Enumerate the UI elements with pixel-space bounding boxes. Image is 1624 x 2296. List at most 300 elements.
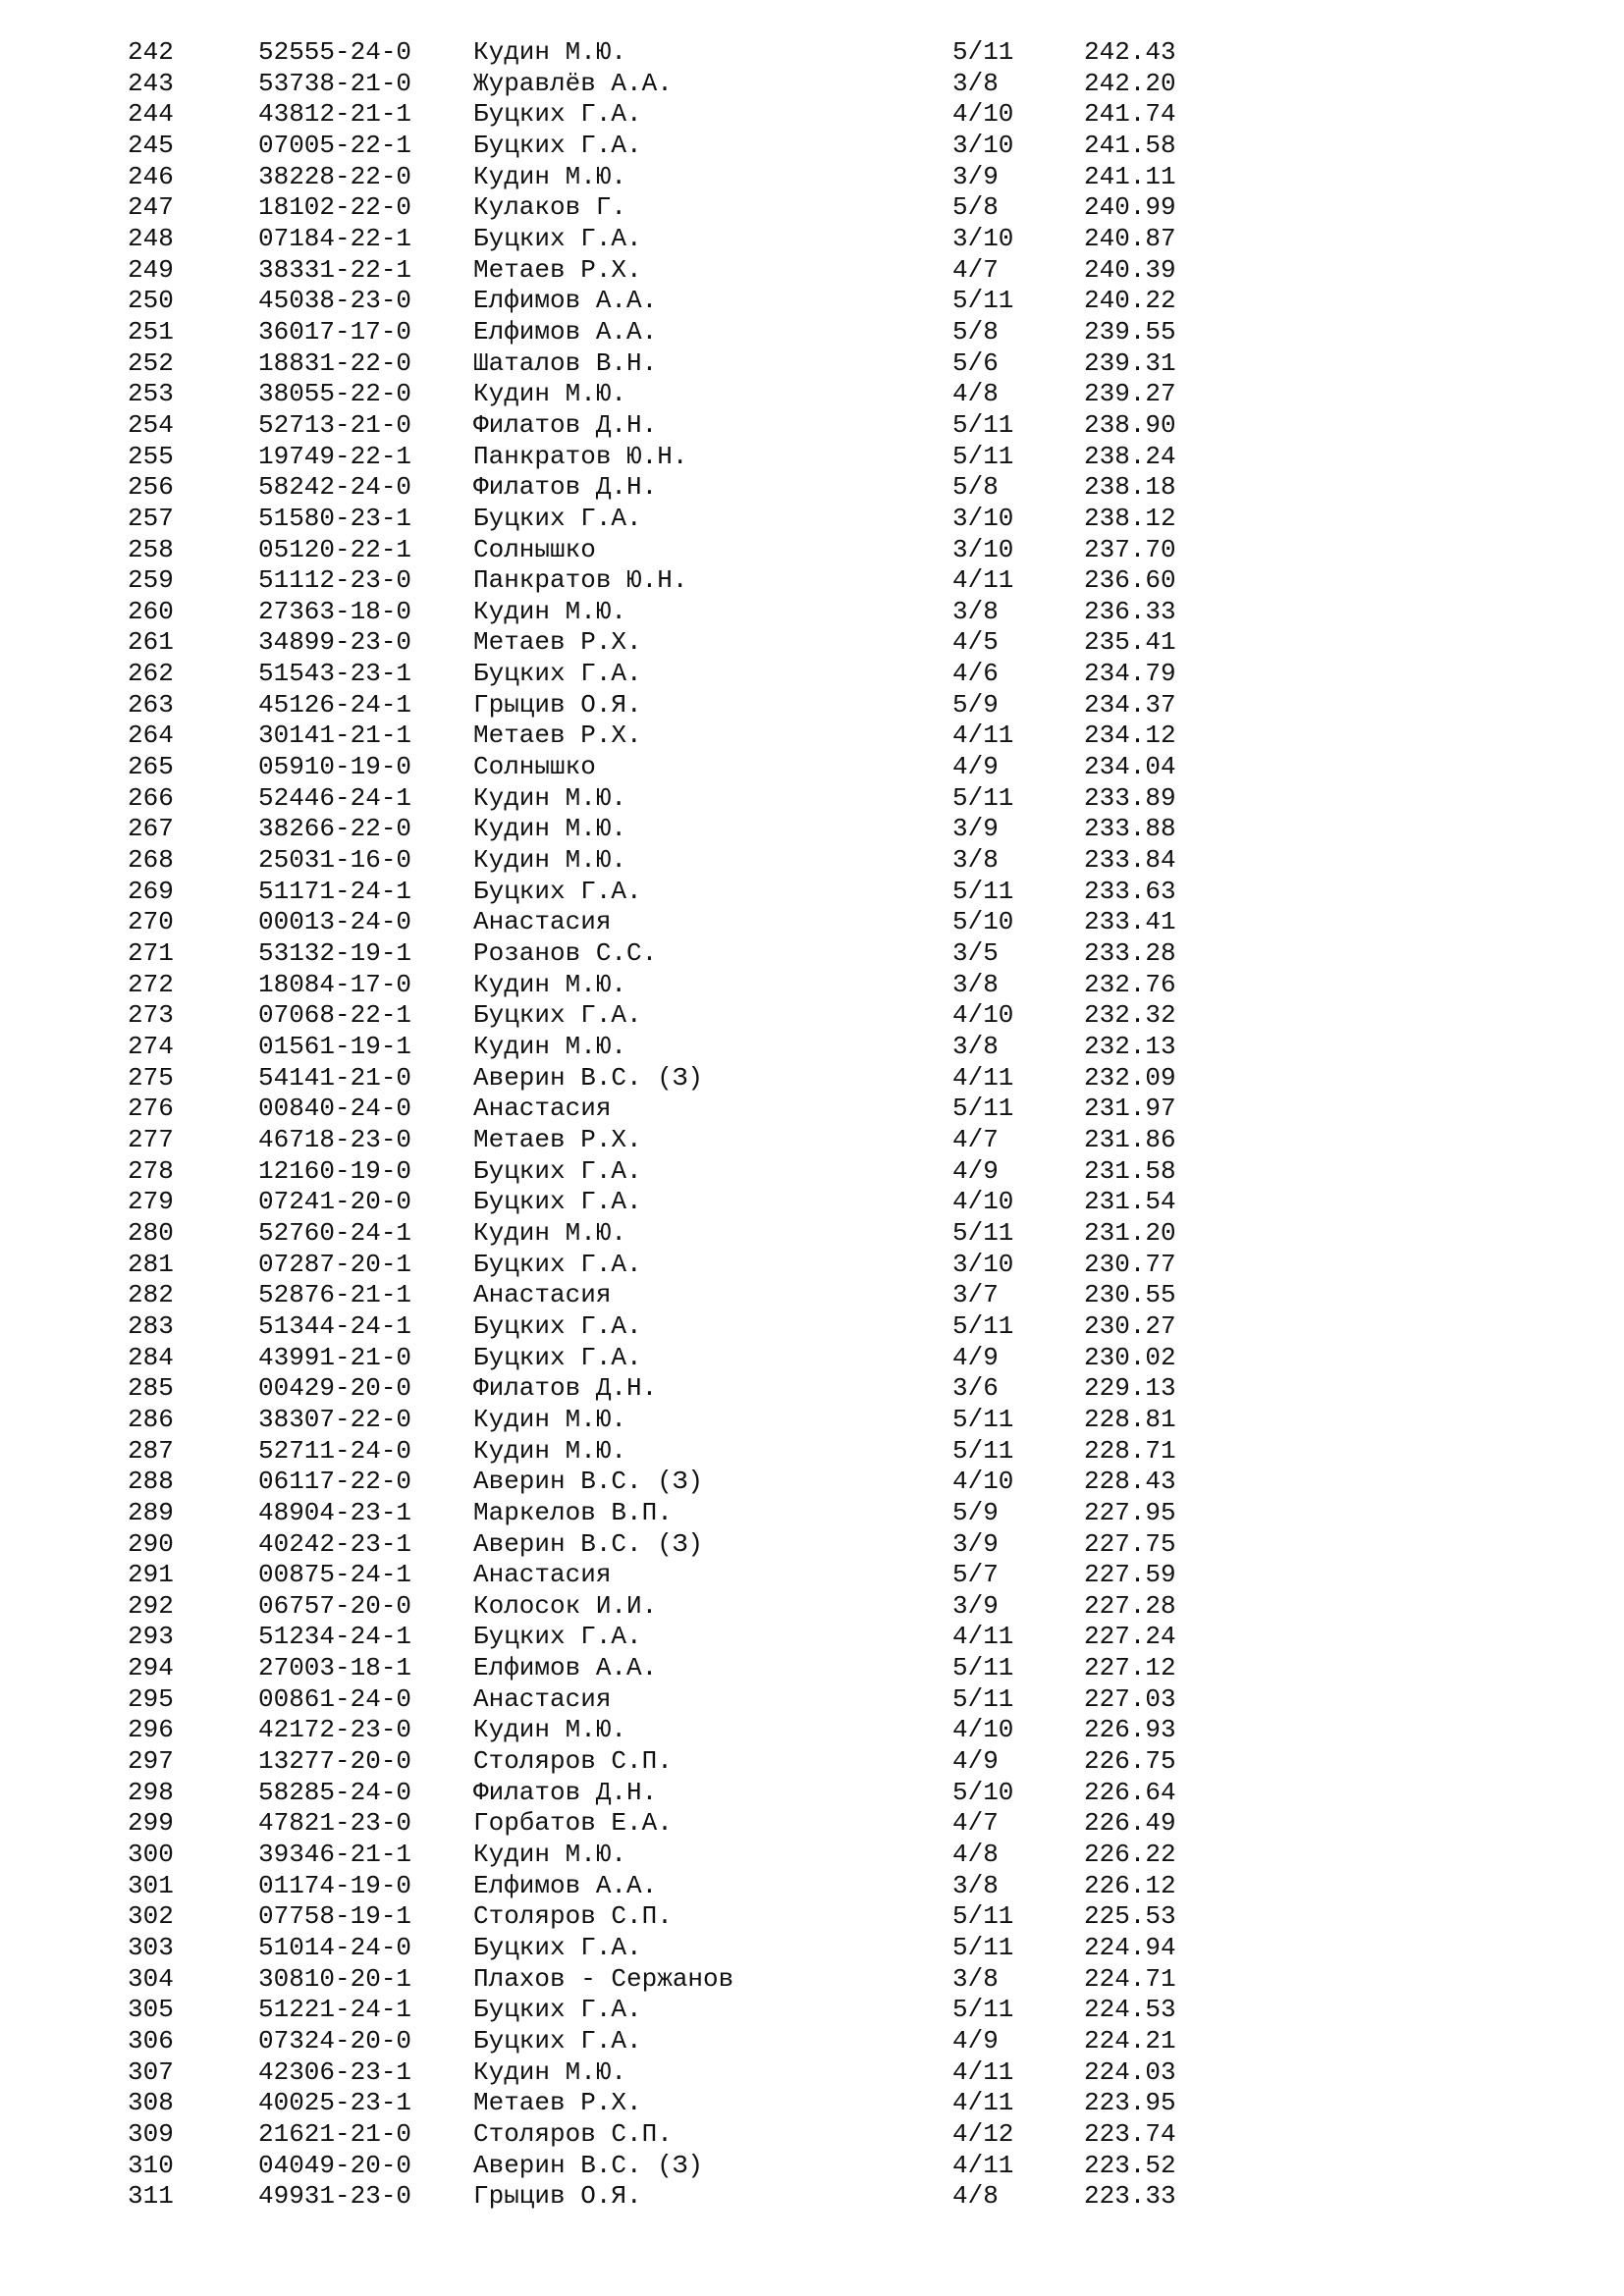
id-cell: 48904-23-1 [258,1497,412,1527]
fraction-cell: 5/10 [952,1777,1014,1807]
rank-cell: 249 [128,254,174,285]
score-cell: 224.03 [1084,2056,1176,2087]
score-cell: 232.32 [1084,1000,1176,1031]
list-item [0,627,1624,659]
score-cell: 233.88 [1084,814,1176,844]
list-item [0,814,1624,845]
rank-cell: 299 [128,1808,174,1839]
list-item [0,2026,1624,2057]
fraction-cell: 5/11 [952,782,1014,813]
score-cell: 238.90 [1084,409,1176,440]
fraction-cell: 5/11 [952,1901,1014,1932]
score-cell: 240.22 [1084,286,1176,316]
list-item [0,1995,1624,2026]
name-cell: Маркелов В.П. [473,1497,673,1527]
list-item [0,192,1624,224]
id-cell: 49931-23-0 [258,2181,412,2212]
name-cell: Метаев Р.Х. [473,721,642,751]
rank-cell: 262 [128,659,174,689]
name-cell: Буцких Г.А. [473,1155,642,1186]
name-cell: Филатов Д.Н. [473,1777,658,1807]
list-item [0,565,1624,597]
score-cell: 238.18 [1084,472,1176,503]
fraction-cell: 4/6 [952,659,999,689]
list-item [0,1373,1624,1405]
id-cell: 30810-20-1 [258,1963,412,1994]
fraction-cell: 4/8 [952,379,999,409]
score-cell: 231.86 [1084,1124,1176,1154]
list-item [0,224,1624,255]
score-cell: 228.71 [1084,1435,1176,1466]
fraction-cell: 3/10 [952,503,1014,533]
list-item [0,1218,1624,1250]
id-cell: 40242-23-1 [258,1528,412,1559]
score-cell: 238.24 [1084,441,1176,471]
fraction-cell: 4/9 [952,2026,999,2056]
name-cell: Метаев Р.Х. [473,254,642,285]
id-cell: 07324-20-0 [258,2026,412,2056]
fraction-cell: 4/9 [952,1746,999,1777]
score-cell: 228.81 [1084,1404,1176,1434]
score-cell: 224.71 [1084,1963,1176,1994]
name-cell: Аверин В.С. (З) [473,1062,704,1093]
fraction-cell: 3/10 [952,223,1014,253]
score-cell: 226.64 [1084,1777,1176,1807]
rank-cell: 257 [128,503,174,533]
name-cell: Кудин М.Ю. [473,1715,627,1745]
rank-cell: 270 [128,907,174,937]
fraction-cell: 4/10 [952,1187,1014,1217]
list-item [0,752,1624,783]
fraction-cell: 4/7 [952,254,999,285]
id-cell: 18084-17-0 [258,969,412,999]
score-cell: 239.27 [1084,379,1176,409]
score-cell: 241.11 [1084,161,1176,191]
rank-cell: 304 [128,1963,174,1994]
id-cell: 39346-21-1 [258,1840,412,1870]
list-item [0,2057,1624,2089]
rank-cell: 301 [128,1870,174,1900]
name-cell: Грыцив О.Я. [473,689,642,720]
fraction-cell: 4/5 [952,627,999,658]
id-cell: 27363-18-0 [258,596,412,626]
fraction-cell: 3/9 [952,1528,999,1559]
rank-cell: 297 [128,1746,174,1777]
list-item [0,2088,1624,2119]
fraction-cell: 4/10 [952,1000,1014,1031]
list-item [0,2181,1624,2213]
score-cell: 228.43 [1084,1467,1176,1497]
id-cell: 51234-24-1 [258,1622,412,1652]
id-cell: 52711-24-0 [258,1435,412,1466]
name-cell: Шаталов В.Н. [473,347,658,378]
name-cell: Анастасия [473,1560,612,1590]
fraction-cell: 5/7 [952,1560,999,1590]
rank-cell: 273 [128,1000,174,1031]
fraction-cell: 3/8 [952,845,999,876]
fraction-cell: 4/11 [952,1062,1014,1093]
score-cell: 241.58 [1084,130,1176,160]
rank-cell: 279 [128,1187,174,1217]
name-cell: Кудин М.Ю. [473,1032,627,1061]
name-cell: Плахов - Сержанов [473,1963,734,1994]
rank-cell: 283 [128,1310,174,1341]
id-cell: 52760-24-1 [258,1217,412,1248]
rank-cell: 282 [128,1280,174,1310]
id-cell: 45038-23-0 [258,286,412,316]
name-cell: Буцких Г.А. [473,99,642,130]
list-item [0,379,1624,410]
score-cell: 227.03 [1084,1683,1176,1714]
list-item [0,162,1624,193]
rank-cell: 308 [128,2088,174,2118]
fraction-cell: 5/8 [952,192,999,223]
name-cell: Кудин М.Ю. [473,969,627,999]
score-cell: 226.75 [1084,1746,1176,1777]
id-cell: 38331-22-1 [258,254,412,285]
list-item [0,970,1624,1001]
list-item [0,1964,1624,1996]
name-cell: Буцких Г.А. [473,1249,642,1279]
fraction-cell: 3/5 [952,938,999,969]
id-cell: 07005-22-1 [258,130,412,160]
score-cell: 231.20 [1084,1217,1176,1248]
score-cell: 236.60 [1084,565,1176,596]
list-item [0,1156,1624,1188]
fraction-cell: 4/7 [952,1124,999,1154]
id-cell: 38266-22-0 [258,814,412,844]
fraction-cell: 5/11 [952,1435,1014,1466]
list-item [0,1032,1624,1063]
rank-cell: 275 [128,1062,174,1093]
rank-cell: 285 [128,1373,174,1404]
fraction-cell: 5/10 [952,907,1014,937]
rank-cell: 242 [128,37,174,67]
name-cell: Буцких Г.А. [473,876,642,906]
name-cell: Кудин М.Ю. [473,2056,627,2087]
id-cell: 07241-20-0 [258,1187,412,1217]
score-cell: 223.52 [1084,2150,1176,2180]
id-cell: 53738-21-0 [258,68,412,98]
fraction-cell: 4/11 [952,2150,1014,2180]
score-cell: 234.37 [1084,689,1176,720]
rank-cell: 253 [128,379,174,409]
name-cell: Кудин М.Ю. [473,845,627,876]
fraction-cell: 4/10 [952,1467,1014,1497]
list-item [0,907,1624,938]
rank-cell: 284 [128,1342,174,1372]
name-cell: Кудин М.Ю. [473,1217,627,1248]
rank-cell: 243 [128,68,174,98]
rank-cell: 272 [128,969,174,999]
id-cell: 21621-21-0 [258,2118,412,2149]
rank-cell: 291 [128,1560,174,1590]
list-item [0,1063,1624,1095]
id-cell: 18831-22-0 [258,347,412,378]
list-item [0,1622,1624,1653]
fraction-cell: 3/10 [952,534,1014,564]
list-item [0,37,1624,69]
rank-cell: 255 [128,441,174,471]
id-cell: 30141-21-1 [258,721,412,751]
id-cell: 58285-24-0 [258,1777,412,1807]
fraction-cell: 4/11 [952,2088,1014,2118]
id-cell: 19749-22-1 [258,441,412,471]
name-cell: Анастасия [473,1094,612,1124]
fraction-cell: 5/11 [952,1094,1014,1124]
name-cell: Панкратов Ю.Н. [473,441,688,471]
name-cell: Елфимов А.А. [473,286,658,316]
id-cell: 04049-20-0 [258,2150,412,2180]
rank-cell: 250 [128,286,174,316]
fraction-cell: 3/10 [952,1249,1014,1279]
id-cell: 00013-24-0 [258,907,412,937]
fraction-cell: 3/9 [952,161,999,191]
rank-cell: 290 [128,1528,174,1559]
id-cell: 51171-24-1 [258,876,412,906]
id-cell: 27003-18-1 [258,1653,412,1683]
id-cell: 00875-24-1 [258,1560,412,1590]
rank-cell: 307 [128,2056,174,2087]
fraction-cell: 5/11 [952,286,1014,316]
id-cell: 07068-22-1 [258,1000,412,1031]
fraction-cell: 5/8 [952,316,999,347]
score-cell: 235.41 [1084,627,1176,658]
rank-cell: 293 [128,1622,174,1652]
fraction-cell: 4/9 [952,752,999,782]
list-item [0,938,1624,970]
fraction-cell: 5/11 [952,37,1014,67]
id-cell: 36017-17-0 [258,316,412,347]
fraction-cell: 3/10 [952,130,1014,160]
list-item [0,1808,1624,1840]
rank-cell: 296 [128,1715,174,1745]
score-cell: 233.63 [1084,876,1176,906]
list-item [0,255,1624,287]
score-cell: 226.93 [1084,1715,1176,1745]
rank-cell: 269 [128,876,174,906]
name-cell: Метаев Р.Х. [473,2088,642,2118]
rank-cell: 306 [128,2026,174,2056]
name-cell: Столяров С.П. [473,1746,673,1777]
fraction-cell: 4/8 [952,2181,999,2212]
id-cell: 51580-23-1 [258,503,412,533]
fraction-cell: 3/7 [952,1280,999,1310]
list-item [0,1467,1624,1498]
list-item [0,690,1624,721]
list-item [0,1653,1624,1684]
fraction-cell: 4/12 [952,2118,1014,2149]
name-cell: Анастасия [473,1683,612,1714]
id-cell: 42306-23-1 [258,2056,412,2087]
rank-cell: 252 [128,347,174,378]
list-item [0,877,1624,908]
score-cell: 240.99 [1084,192,1176,223]
score-cell: 236.33 [1084,596,1176,626]
list-item [0,1436,1624,1468]
score-cell: 226.49 [1084,1808,1176,1839]
id-cell: 42172-23-0 [258,1715,412,1745]
list-item [0,1311,1624,1343]
id-cell: 07758-19-1 [258,1901,412,1932]
id-cell: 52876-21-1 [258,1280,412,1310]
name-cell: Метаев Р.Х. [473,1124,642,1154]
fraction-cell: 3/8 [952,68,999,98]
rank-cell: 310 [128,2150,174,2180]
list-item [0,1591,1624,1623]
name-cell: Кудин М.Ю. [473,814,627,844]
rank-cell: 259 [128,565,174,596]
name-cell: Буцких Г.А. [473,1933,642,1963]
name-cell: Столяров С.П. [473,1901,673,1932]
score-cell: 233.41 [1084,907,1176,937]
fraction-cell: 5/11 [952,409,1014,440]
id-cell: 51112-23-0 [258,565,412,596]
rank-cell: 276 [128,1094,174,1124]
rank-cell: 300 [128,1840,174,1870]
id-cell: 52446-24-1 [258,782,412,813]
name-cell: Буцких Г.А. [473,1000,642,1031]
list-item [0,1280,1624,1311]
list-item [0,99,1624,131]
rank-cell: 274 [128,1032,174,1061]
list-item [0,131,1624,162]
fraction-cell: 4/11 [952,1622,1014,1652]
list-item [0,1094,1624,1125]
list-item [0,69,1624,100]
id-cell: 05910-19-0 [258,752,412,782]
rank-cell: 295 [128,1683,174,1714]
name-cell: Елфимов А.А. [473,1870,658,1900]
score-cell: 231.58 [1084,1155,1176,1186]
id-cell: 40025-23-1 [258,2088,412,2118]
fraction-cell: 5/11 [952,1217,1014,1248]
score-cell: 240.39 [1084,254,1176,285]
id-cell: 06117-22-0 [258,1467,412,1497]
id-cell: 00861-24-0 [258,1683,412,1714]
name-cell: Кудин М.Ю. [473,596,627,626]
score-cell: 227.12 [1084,1653,1176,1683]
id-cell: 38307-22-0 [258,1404,412,1434]
fraction-cell: 4/10 [952,1715,1014,1745]
name-cell: Панкратов Ю.Н. [473,565,688,596]
name-cell: Буцких Г.А. [473,1995,642,2025]
list-item [0,659,1624,690]
rank-cell: 309 [128,2118,174,2149]
rank-cell: 267 [128,814,174,844]
rank-cell: 245 [128,130,174,160]
id-cell: 51543-23-1 [258,659,412,689]
rank-cell: 251 [128,316,174,347]
rank-cell: 264 [128,721,174,751]
name-cell: Буцких Г.А. [473,1342,642,1372]
id-cell: 52713-21-0 [258,409,412,440]
fraction-cell: 5/9 [952,1497,999,1527]
name-cell: Буцких Г.А. [473,223,642,253]
name-cell: Кудин М.Ю. [473,1435,627,1466]
name-cell: Буцких Г.А. [473,1310,642,1341]
name-cell: Колосок И.И. [473,1590,658,1621]
list-item [0,1871,1624,1902]
name-cell: Кудин М.Ю. [473,782,627,813]
id-cell: 51221-24-1 [258,1995,412,2025]
results-list [0,37,1624,2213]
list-item [0,1125,1624,1156]
fraction-cell: 4/8 [952,1840,999,1870]
score-cell: 232.09 [1084,1062,1176,1093]
fraction-cell: 5/11 [952,1653,1014,1683]
id-cell: 46718-23-0 [258,1124,412,1154]
score-cell: 224.94 [1084,1933,1176,1963]
score-cell: 227.28 [1084,1590,1176,1621]
list-item [0,1746,1624,1778]
id-cell: 58242-24-0 [258,472,412,503]
name-cell: Кулаков Г. [473,192,627,223]
score-cell: 234.12 [1084,721,1176,751]
fraction-cell: 3/8 [952,1870,999,1900]
fraction-cell: 3/9 [952,814,999,844]
list-item [0,1901,1624,1933]
list-item [0,1684,1624,1716]
score-cell: 227.95 [1084,1497,1176,1527]
score-cell: 223.33 [1084,2181,1176,2212]
rank-cell: 305 [128,1995,174,2025]
score-cell: 240.87 [1084,223,1176,253]
id-cell: 18102-22-0 [258,192,412,223]
id-cell: 47821-23-0 [258,1808,412,1839]
list-item [0,1529,1624,1561]
fraction-cell: 5/9 [952,689,999,720]
rank-cell: 247 [128,192,174,223]
list-item [0,1560,1624,1591]
name-cell: Елфимов А.А. [473,1653,658,1683]
name-cell: Кудин М.Ю. [473,1840,627,1870]
id-cell: 07287-20-1 [258,1249,412,1279]
name-cell: Кудин М.Ю. [473,379,627,409]
rank-cell: 265 [128,752,174,782]
rank-cell: 281 [128,1249,174,1279]
list-item [0,348,1624,380]
name-cell: Филатов Д.Н. [473,1373,658,1404]
fraction-cell: 3/6 [952,1373,999,1404]
list-item [0,597,1624,628]
score-cell: 224.53 [1084,1995,1176,2025]
name-cell: Розанов С.С. [473,938,658,969]
score-cell: 231.97 [1084,1094,1176,1124]
id-cell: 07184-22-1 [258,223,412,253]
name-cell: Журавлёв А.А. [473,68,673,98]
name-cell: Столяров С.П. [473,2118,673,2149]
fraction-cell: 5/11 [952,1933,1014,1963]
fraction-cell: 5/11 [952,1683,1014,1714]
fraction-cell: 5/11 [952,1310,1014,1341]
fraction-cell: 5/11 [952,1995,1014,2025]
list-item [0,1405,1624,1436]
rank-cell: 258 [128,534,174,564]
score-cell: 232.13 [1084,1032,1176,1061]
list-item [0,1250,1624,1281]
fraction-cell: 5/8 [952,472,999,503]
score-cell: 230.77 [1084,1249,1176,1279]
id-cell: 01174-19-0 [258,1870,412,1900]
rank-cell: 280 [128,1217,174,1248]
fraction-cell: 3/8 [952,969,999,999]
name-cell: Кудин М.Ю. [473,37,627,67]
name-cell: Аверин В.С. (З) [473,1528,704,1559]
list-item [0,504,1624,535]
list-item [0,1933,1624,1964]
rank-cell: 288 [128,1467,174,1497]
